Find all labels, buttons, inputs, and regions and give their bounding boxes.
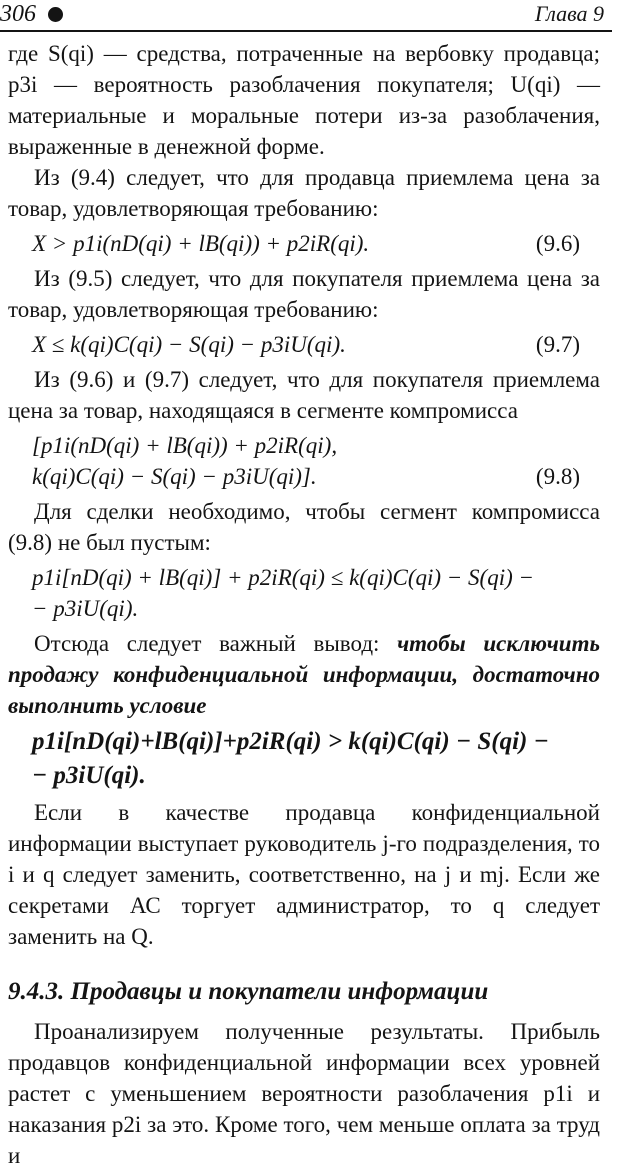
formula-text: X ≤ k(qi)C(qi) − S(qi) − p3iU(qi).	[32, 332, 346, 357]
page-number: 306	[0, 1, 36, 27]
paragraph: Для сделки необходимо, чтобы сегмент компромисса (9.8) не был пустым:	[8, 499, 600, 555]
bullet-icon	[48, 7, 63, 22]
formula-line: − p3iU(qi).	[32, 762, 146, 789]
formula-text: k(qi)C(qi) − S(qi) − p3iU(qi)].	[32, 464, 317, 489]
formula-key-condition	[8, 725, 600, 793]
section-heading: 9.4.3. Продавцы и покупатели информации	[8, 978, 489, 1005]
paragraph: Из (9.6) и (9.7) следует, что для покупателя приемлема цена за товар, находящаяся в сегменте компромисса	[8, 367, 600, 423]
formula-line: p1i[nD(qi) + lB(qi)] + p2iR(qi) ≤ k(qi)C(qi) − S(qi) −	[32, 565, 535, 590]
formula-9-8	[8, 430, 600, 492]
emphasis-text: чтобы исключить продажу конфиденциальной информации, достаточно выполнить условие	[8, 631, 600, 718]
paragraph: где S(qi) — средства, потраченные на вербовку продавца; p3i — вероятность разоблачения покупателя; U(qi) — материальные и моральные потери из-за разоблачения, выраженные в денежной форме.	[8, 41, 600, 159]
formula-line: p1i[nD(qi)+lB(qi)]+p2iR(qi) > k(qi)C(qi) − S(qi) −	[32, 728, 549, 755]
formula-text: X > p1i(nD(qi) + lB(qi)) + p2iR(qi).	[32, 231, 370, 256]
formula-line: − p3iU(qi).	[32, 596, 139, 621]
paragraph	[8, 628, 600, 721]
paragraph: Если в качестве продавца конфиденциальной информации выступает руководитель j-го подразделения, то i и q следует заменить, соответственно, на j и mj. Если же секретами АС торгует администратор, то q следует заменить на Q.	[8, 800, 600, 949]
header-rule	[0, 30, 612, 32]
formula-condition	[8, 562, 600, 624]
paragraph-lead: Отсюда следует важный вывод:	[34, 631, 398, 656]
paragraph: Из (9.5) следует, что для покупателя приемлема цена за товар, удовлетворяющая требованию:	[8, 266, 600, 322]
formula-line: [p1i(nD(qi) + lB(qi)) + p2iR(qi),	[32, 433, 338, 458]
paragraph: Проанализируем полученные результаты. Прибыль продавцов конфиденциальной информации всех уровней растет с уменьшением вероятности разоблачения p1i и наказания p2i за это. Кроме того, чем меньше оплата за труд и	[8, 1019, 600, 1168]
page-header	[0, 0, 612, 30]
formula-9-7	[8, 329, 600, 360]
formula-line	[32, 461, 600, 492]
running-title: Глава 9	[534, 1, 604, 26]
equation-number: (9.8)	[535, 464, 580, 489]
equation-number: (9.7)	[535, 332, 580, 357]
page-body	[8, 38, 600, 1171]
equation-number: (9.6)	[535, 231, 580, 256]
paragraph: Из (9.4) следует, что для продавца приемлема цена за товар, удовлетворяющая требованию:	[8, 165, 600, 221]
formula-9-6	[8, 228, 600, 259]
